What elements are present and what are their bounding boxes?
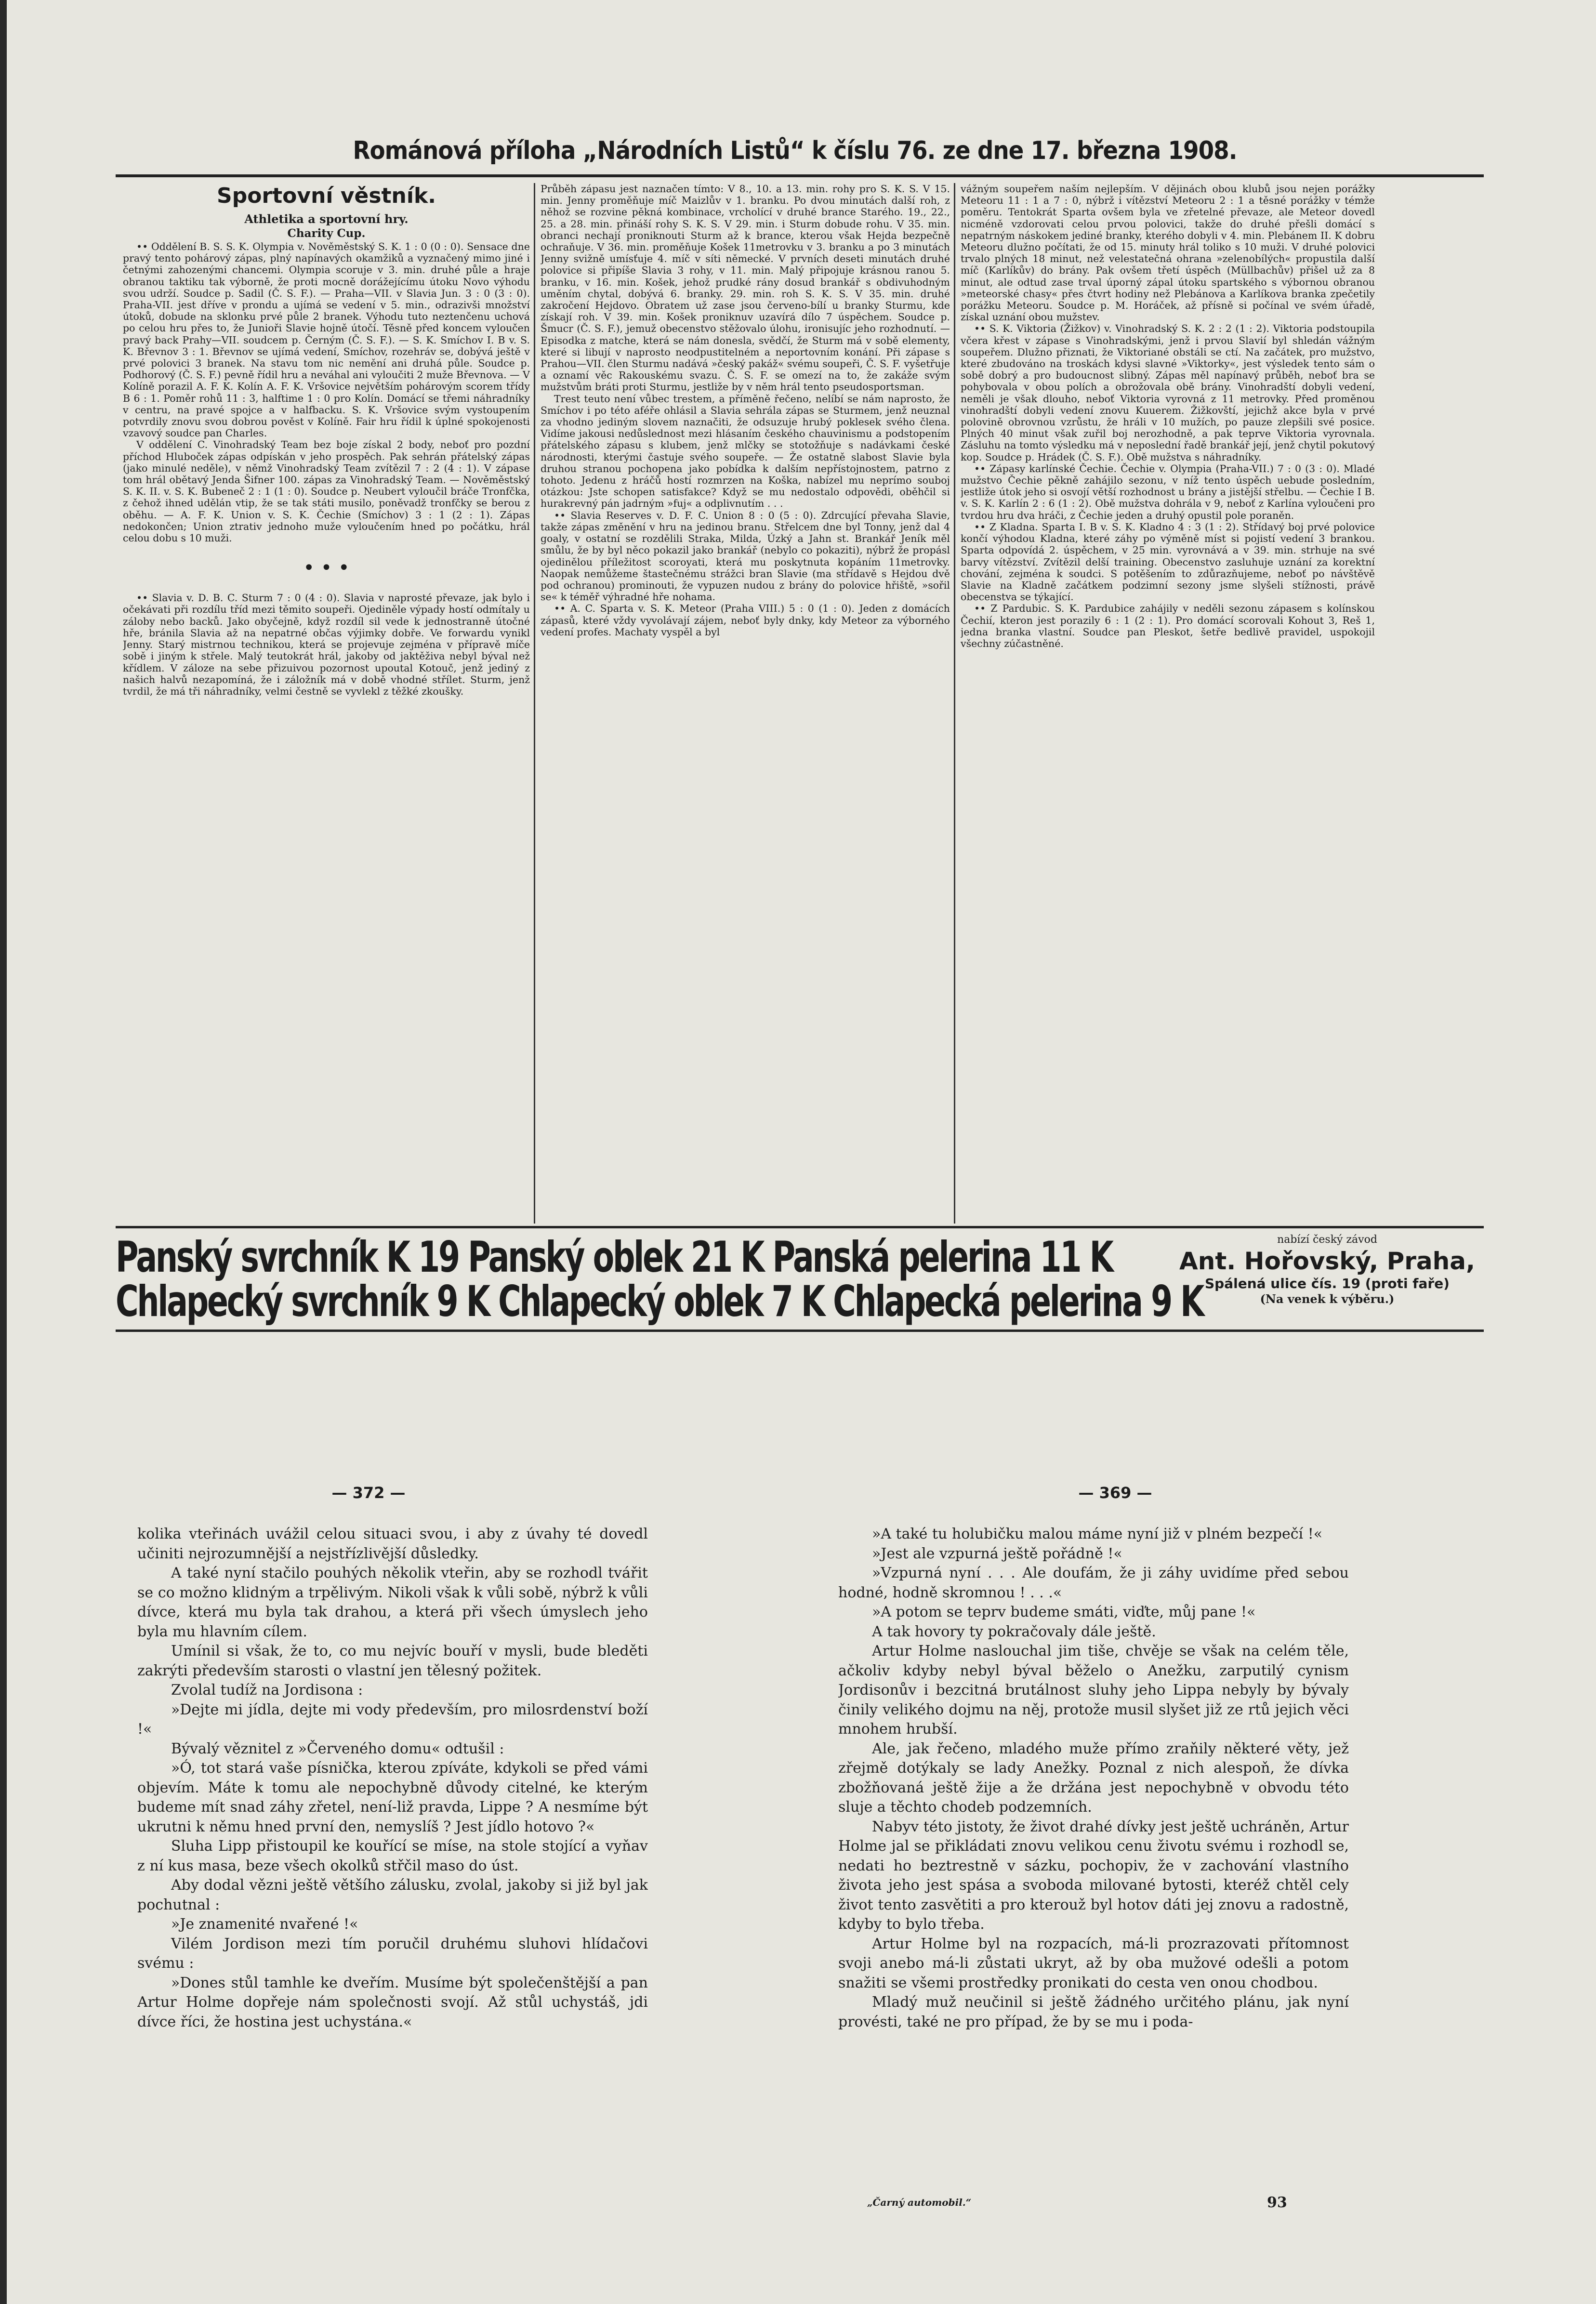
novel-paragraph: Zvolal tudíž na Jordisona : bbox=[171, 1682, 363, 1698]
page-number-left: — 372 — bbox=[331, 1484, 406, 1502]
novel-paragraph: »Vzpurná nyní . . . Ale doufám, že ji záhy uvidíme před sebou hodné, hodně skromnou ! . . .« bbox=[838, 1565, 1349, 1601]
header-rule bbox=[116, 174, 1484, 177]
article-paragraph: V oddělení C. Vinohradský Team bez boje získal 2 body, neboť pro pozdní příchod Hluboček zápas odpískán v jeho prospěch. Pak sehrán přátelský zápas (jako minulé neděle), v němž Vinohradský Team zvítězil 7 : 2 (4 : 1). V zápase tom hrál obětavý Jenda Šifner 100. zápas za Vinohradský Team. — Nověměstský S. K. II. v. S. K. Bubeneč 2 : 1 (1 : 0). Soudce p. Neubert vyloučil bráče Tronfčka, z čehož ihned udělán vtip, že se tak státi musilo, poněvadž tronfčky se berou z oběhu. — A. F. K. Union v. S. K. Čechie (Smíchov) 3 : 1 (2 : 1). Zápas nedokončen; Union ztrativ jednoho muže vyloučením hned po počátku, hrál celou dobu s 10 muži. bbox=[123, 439, 530, 544]
article-paragraph: •• S. K. Viktoria (Žižkov) v. Vinohradský S. K. 2 : 2 (1 : 2). Viktoria podstoupila včera křest v zápase s Vinohradskými, jenž i prvou Slavií byl shledán vážným soupeřem. Dlužno přiznati, že Viktoriané obstáli se ctí. Na začátek, pro mužstvo, které zbudováno na troskách kdysi slavné »Viktorky«, jest výsledek tento sám o sobě dobrý a pro budoucnost slibný. Zápas měl napínavý průběh, neboť bra se pohybovala v obou polích a obrožovala obě brány. Vinohradští dobyli vedení, neměli je však dlouho, neboť Viktoria vyrovná z 11 metrovky. Před proměnou vinohradští dobyli vedení znovu Kuuerem. Žižkovští, jejichž akce byla v prvé polovině obrovnou vzrůstu, že hráli v 10 mužích, po pauze zlepšili své posice. Plných 40 minut však zuřil boj nerozhodně, a pak teprve Viktoria vyrovnala. Zásluhu na tomto výsledku má v neposlední řadě brankář její, jenž chytil pokutový kop. Soudce p. Hrádek (Č. S. F.). Obě mužstva s náhradníky. bbox=[961, 323, 1375, 463]
novel-paragraph: »Dejte mi jídla, dejte mi vody především, pro milosrdenství boží !« bbox=[137, 1701, 648, 1738]
ad-shop-address: Spálená ulice čís. 19 (proti faře) bbox=[1205, 1276, 1450, 1291]
clothing-advertisement bbox=[116, 1226, 1484, 1332]
article-paragraph: •• Z Pardubic. S. K. Pardubice zahájily v neděli sezonu zápasem s kolínskou Čechií, kteron jest porazily 6 : 1 (2 : 1). Pro domácí scorovali Kohout 3, Reš 1, jedna branka vlastní. Soudce pan Pleskot, šetře bedlivě pravidel, uspokojil všechny zúčastněné. bbox=[961, 603, 1375, 649]
novel-paragraph: Mladý muž neučinil si ještě žádného určitého plánu, jak nyní provésti, také ne pro případ, že by se mu i poda- bbox=[838, 1994, 1349, 2030]
novel-paragraph: Umínil si však, že to, co mu nejvíc bouří v mysli, bude bleděti zakrýti především starosti o vlastní jen tělesný požitek. bbox=[137, 1643, 648, 1679]
article-paragraph: •• Zápasy karlínské Čechie. Čechie v. Olympia (Praha-VII.) 7 : 0 (3 : 0). Mladé mužstvo Čechie pěkně zahájilo sezonu, v níž tento úspěch uebude posledním, jestliže útok jeho si osvojí větší rozhodnost u brány a jistější střelbu. — Čechie I B. v. S. K. Karlín 2 : 6 (1 : 2). Obě mužstva dohrála v 9, neboť z Karlína vyloučeni pro tvrdou hru dva hráči, z Čechie jeden a druhý opustil pole poraněn. bbox=[961, 462, 1375, 521]
novel-paragraph: Ale, jak řečeno, mladého muže přímo zraňily některé věty, jež zřejmě dotýkaly se lady Anežky. Poznal z nich alespoň, že dívka zbožňovaná ještě žije a že držána jest nepochybně v obvodu této sluje a těchto chodeb podzemních. bbox=[838, 1740, 1349, 1816]
novel-paragraph: Nabyv této jistoty, že život drahé dívky jest ještě uchráněn, Artur Holme jal se přikládati znovu velikou cenu životu svému i rozhodl se, nedati ho beztrestně v sázku, pochopiv, že v zachování vlastního života jeho jest spása a svoboda milované bytosti, kteréž chtěl cely život tento zasvětiti a pro kterouž byl hotov dáti jej znovu a radostně, kdyby to bylo třeba. bbox=[838, 1818, 1349, 1933]
novel-paragraph: »A potom se teprv budeme smáti, viďte, můj pane !« bbox=[872, 1604, 1256, 1620]
novel-paragraph: A také nyní stačilo pouhých několik vteřin, aby se rozhodl tvářit se co možno klidným a trpělivým. Nikoli však k vůli sobě, nýbrž k vůli dívce, která mu byla tak drahou, a která při všech úmyslech jeho byla mu hlavním cílem. bbox=[137, 1565, 648, 1640]
novel-paragraph: Vilém Jordison mezi tím poručil druhému sluhovi hlídačovi svému : bbox=[137, 1935, 648, 1972]
section-subtitle: Athletika a sportovní hry. bbox=[244, 212, 409, 226]
ad-line-adult: Panský svrchník K 19 Panský oblek 21 K Panská pelerina 11 K bbox=[116, 1232, 1112, 1282]
novel-page-left bbox=[137, 1525, 648, 2204]
novel-paragraph: Bývalý věznitel z »Červeného domu« odtušil : bbox=[171, 1740, 504, 1757]
article-paragraph: Trest teuto není vůbec trestem, a příměně řečeno, nelíbí se nám naprosto, že Smíchov i po této aféře ohlásil a Slavia sehrála zápas se Sturmem, jenž neuznal za vhodno jediným slovem naznačiti, že odsuzuje hrubý poklesek svého člena. Vidíme jakousi nedůslednost mezi hlásaním českého chauvinismu a podstopením přátelského zápasu s klubem, jenž mlčky se stotožňuje s nadávkami české národnosti, kterými častuje svého soupeře. — Že ostatně slabost Slavie byla druhou stranou pochopena jako pobídka k dalším nepřístojnostem, patrno z tohoto. Jedenu z hráčů hostí rozmrzen na Koška, nabízel mu neprímo souboj otázkou: Jste schopen satisfakce? Když se mu nedostalo odpovědi, oběhčil si hurakrevný pán jadrným »fuj« a odplivnutím . . . bbox=[541, 393, 950, 510]
separator-stars: • • • bbox=[303, 557, 350, 579]
ad-shop-info bbox=[1171, 1233, 1484, 1306]
sports-column-2 bbox=[541, 183, 950, 1224]
sheet-number: 93 bbox=[1267, 2194, 1287, 2211]
novel-paragraph: »Jest ale vzpurná ještě pořádně !« bbox=[872, 1545, 1122, 1562]
novel-page-right bbox=[838, 1525, 1349, 2194]
novel-paragraph: »Je znamenité nvařené !« bbox=[171, 1916, 358, 1933]
column-divider bbox=[954, 183, 955, 1224]
article-paragraph: •• Slavia v. D. B. C. Sturm 7 : 0 (4 : 0). Slavia v naprosté převaze, jak bylo i očekávati při rozdílu tříd mezi těmito soupeři. Ojediněle výpady hostí odmítaly u záloby nebo backů. Jako obyčejně, když rozdíl sil vede k jednostranně útočné hře, bránila Slavia až na nepatrné občas výjimky dobře. Ve forwardu vynikl Jenny. Starý mistrnou technikou, která se projevuje zejména v přípravě míče sobě i jiným k střele. Malý teutokrát hrál, jakoby od jaktěživa nebyl býval než křídlem. V záloze na sebe přizuivou pozornost upoutal Kotouč, jenž jediný z našich halvů nezapomíná, že i záložník má v době vhodné střílet. Sturm, jenž tvrdil, že má tři náhradníky, velmi čestně se vyvlekl z těžké zkoušky. bbox=[123, 592, 530, 697]
page-number-right: — 369 — bbox=[1078, 1484, 1152, 1502]
novel-paragraph: kolika vteřinách uvážil celou situaci svou, i aby z úvahy té dovedl učiniti nejrozumnější a nejstřízlivější důsledky. bbox=[137, 1526, 648, 1562]
article-paragraph: •• Z Kladna. Sparta I. B v. S. K. Kladno 4 : 3 (1 : 2). Střídavý boj prvé polovice končí výhodou Kladna, které záhy po výměně míst si pojistí vedení 3 brankou. Sparta odpovídá 2. úspěchem, v 25 min. vyrovnává a v 39. min. strhuje na své barvy vítězství. Zvítězil delší training. Obecenstvo zasluhuje uznání za korektní chování, zejména k soudci. S potěšením to zdůrazňujeme, neboť po návštěvě Slavie na Kladně začátkem podzimní sezony jsme slyšeli stížnosti, právě obecenstva se týkající. bbox=[961, 521, 1375, 603]
section-title: Sportovní věstník. bbox=[217, 184, 436, 208]
article-paragraph: Průběh zápasu jest naznačen tímto: V 8., 10. a 13. min. rohy pro S. K. S. V 15. min. Jenny proměňuje míč Maizlův v 1. branku. Po dvou minutách další roh, z něhož se rozvine pěkná kombinace, vrcholící v druhé brance Starého. 19., 22., 25. a 28. min. přináší rohy S. K. S. V 29. min. i Sturm dobude rohu. V 35. min. obranci nechají proniknouti Sturm až k brance, kterou však Hejda bezpečně ochraňuje. V 36. min. proměňuje Košek 11metrovku v 3. branku a po 3 minutách Jenny svižně umísťuje 4. míč v síti německé. V prvních deseti minutách druhé polovice si připíše Slavia 3 rohy, v 11. min. Malý připojuje krásnou ranou 5. branku, v 16. min. Košek, jehož prudké rány dosud brankář s obdivuhodným uměním chytal, dobývá 6. branky. 29. min. roh S. K. S. V 35. min. druhé zakročení Hejdovo. Obratem už zase jsou červeno-bílí u branky Sturmu, kde získají roh. V 39. min. Košek proniknuv uzavírá dílo 7 úspěchem. Soudce p. Šmucr (Č. S. F.), jemuž obecenstvo stěžovalo úlohu, ironisujíc jeho rozhodnutí. — Episodka z matche, která se nám donesla, svědčí, že Sturm má v sobě elementy, které si libují v naprosto neodpustitelném a neportovním konání. Při zápase s Prahou—VII. člen Sturmu nadává »český pakáž« svému soupeři, Č. S. F. vyšetřuje a oznamí věc Rakouskému svazu. Č. S. F. se omezí na to, že zakáže svým mužstvům bráti proti Sturmu, jestliže by v něm hrál tento pseudosportsman. bbox=[541, 183, 950, 393]
ad-shop-intro: nabízí český závod bbox=[1277, 1234, 1377, 1246]
novel-paragraph: Artur Holme byl na rozpacích, má-li prozrazovati přítomnost svoji anebo má-li zůstati ukryt, až by oba mužové odešli a potom snažiti se všemi prostředky pronikati do cesta ven onou chodbou. bbox=[838, 1935, 1349, 1991]
ad-line-children: Chlapecký svrchník 9 K Chlapecký oblek 7 K Chlapecká pelerina 9 K bbox=[116, 1277, 1203, 1326]
article-paragraph: vážným soupeřem naším nejlepším. V dějinách obou klubů jsou nejen porážky Meteoru 11 : 1 a 7 : 0, nýbrž i vítězství Meteoru 2 : 1 a těsné porážky v témže poměru. Tentokrát Sparta ovšem byla ve zřetelné převaze, ale Meteor dovedl nicméně vzdorovati celou prvou polovici, takže do druhé přešli domácí s nepatrným náskokem jediné branky, kterého dobyli v 4. min. Plebánem II. K dobru Meteoru dlužno počítati, že od 15. minuty hrál toliko s 10 muži. V druhé polovici trvalo plných 18 minut, než velestatečná ohrana »zelenobílých« propustila další míč (Karlíkův) do brány. Pak ovšem třetí úspěch (Müllbachův) přišel už za 8 minut, ale odtud zase trval úporný zápal útoku spartského s výbornou obranou »meteorské chasy« přes čtvrt hodiny než Plebánova a Karlíkova branka zpečetily porážku Meteoru. Soudce p. M. Horáček, až přísně si počínal ve svém úřadě, získal uznání obou mužstev. bbox=[961, 183, 1375, 323]
sports-column-3 bbox=[961, 183, 1375, 1224]
ad-shop-note: (Na venek k výběru.) bbox=[1260, 1292, 1395, 1306]
subsection-title: Charity Cup. bbox=[287, 227, 366, 240]
article-paragraph: •• Oddělení B. S. S. K. Olympia v. Nověměstský S. K. 1 : 0 (0 : 0). Sensace dne pravý tento pohárový zápas, plný napínavých okamžiků a vyznačený mimo jiné i četnými zahozenými chancemi. Olympia scoruje v 3. min. druhé půle a hraje obranou taktiku tak výborně, že proti mocně dorážejícímu útoku Novo výhodu svou udrží. Soudce p. Sadil (Č. S. F.). — Praha—VII. v Slavia Jun. 3 : 0 (3 : 0). Praha-VII. jest dříve v prondu a ujímá se vedení v 5. min., odrazivši množství útoků, dobude na sklonku prvé půle 2 branek. Výhodu tuto neztenčenu uchová po celou hru přes to, že Junioři Slavie hojně útočí. Těsně před koncem vyloučen pravý back Prahy—VII. soudcem p. Černým (Č. S. F.). — S. K. Smíchov I. B v. S. K. Břevnov 3 : 1. Břevnov se ujímá vedení, Smíchov, rozehráv se, dobývá ještě v prvé polovici 3 branek. Na stavu tom nic nemění ani druhá půle. Soudce p. Podhorový (Č. S. F.) pevně řídil hru a neváhal ani vyloučiti 2 muže Břevnova. — V Kolíně porazil A. F. K. Kolín A. F. K. Vršovice největším pohárovým scorem třídy B 6 : 1. Poměr rohů 11 : 3, halftime 1 : 0 pro Kolín. Domácí se třemi náhradníky v centru, na pravé spojce a v halfbacku. S. K. Vršovice svým vystoupením potvrdily znovu svou dobrou pověst v Kolíně. Fair hru řídil k úplné spokojenosti vzavový soudce pan Charles. bbox=[123, 241, 530, 439]
scan-edge bbox=[0, 0, 7, 2304]
column-divider bbox=[534, 183, 535, 1224]
page-header: Románová příloha „Národních Listů“ k číslu 76. ze dne 17. března 1908. bbox=[353, 136, 1237, 165]
novel-paragraph: Sluha Lipp přistoupil ke kouřící se míse, na stole stojící a vyňav z ní kus masa, beze všech okolků střčil maso do úst. bbox=[137, 1838, 648, 1874]
novel-paragraph: Aby dodal vězni ještě většího zálusku, zvolal, jakoby si již byl jak pochutnal : bbox=[137, 1877, 648, 1913]
novel-paragraph: »A také tu holubičku malou máme nyní již v plném bezpečí !« bbox=[872, 1526, 1323, 1542]
sports-column-1 bbox=[123, 183, 530, 1224]
novel-paragraph: Artur Holme naslouchal jim tiše, chvěje se však na celém těle, ačkoliv kdyby nebyl býval běželo o Anežku, zarputilý cynism Jordisonův i bezcitná brutálnost sluhy jeho Lippa nebyly by bývaly činily velikého dojmu na něj, protože musil slyšet již ze rtů jejich věci mnohem hrubší. bbox=[838, 1643, 1349, 1738]
article-paragraph: •• Slavia Reserves v. D. F. C. Union 8 : 0 (5 : 0). Zdrcující převaha Slavie, takže zápas změnění v hru na jedinou branu. Střelcem dne byl Tonny, jenž dal 4 goaly, v ostatní se rozdělili Straka, Milda, Úzký a Jahn st. Brankář Jeník měl smůlu, že by byl něco pokazil jako brankář (nebylo co pokaziti), nýbrž že propásl ojedinělou příležitost scoroyati, která mu poskytnuta kopáním 11metrovky. Naopak nemůžeme štastečnému strážci bran Slavie (ma střídavě s Hejdou dvě pod ochranou) prominouti, že vypuzen nudou z brány do polovice hřiště, »sořil se« k téměř výhradné hře nohama. bbox=[541, 509, 950, 603]
novel-paragraph: »Ó, tot stará vaše písnička, kterou zpíváte, kdykoli se před vámi objevím. Máte k tomu ale nepochybně důvody citelné, ke kterým budeme mít snad záhy zřetel, není-liž pravda, Lippe ? A nesmíme být ukrutni k němu hned první den, nemyslíš ? Jest jídlo hotovo ?« bbox=[137, 1760, 648, 1835]
novel-paragraph: »Dones stůl tamhle ke dveřím. Musíme být společenštější a pan Artur Holme dopřeje nám společnosti svojí. Až stůl uchystáš, jdi dívce říci, že hostina jest uchystána.« bbox=[137, 1974, 648, 2030]
ad-shop-name: Ant. Hořovský, Praha, bbox=[1179, 1247, 1475, 1275]
article-paragraph: •• A. C. Sparta v. S. K. Meteor (Praha VIII.) 5 : 0 (1 : 0). Jeden z domácích zápasů, které vždy vyvolávají zájem, neboť byly dnky, kdy Meteor za výborného vedení profes. Machaty vyspěl a byl bbox=[541, 603, 950, 638]
novel-paragraph: A tak hovory ty pokračovaly dále ještě. bbox=[872, 1623, 1156, 1640]
novel-footer-title: „Čarný automobil.“ bbox=[867, 2197, 972, 2208]
